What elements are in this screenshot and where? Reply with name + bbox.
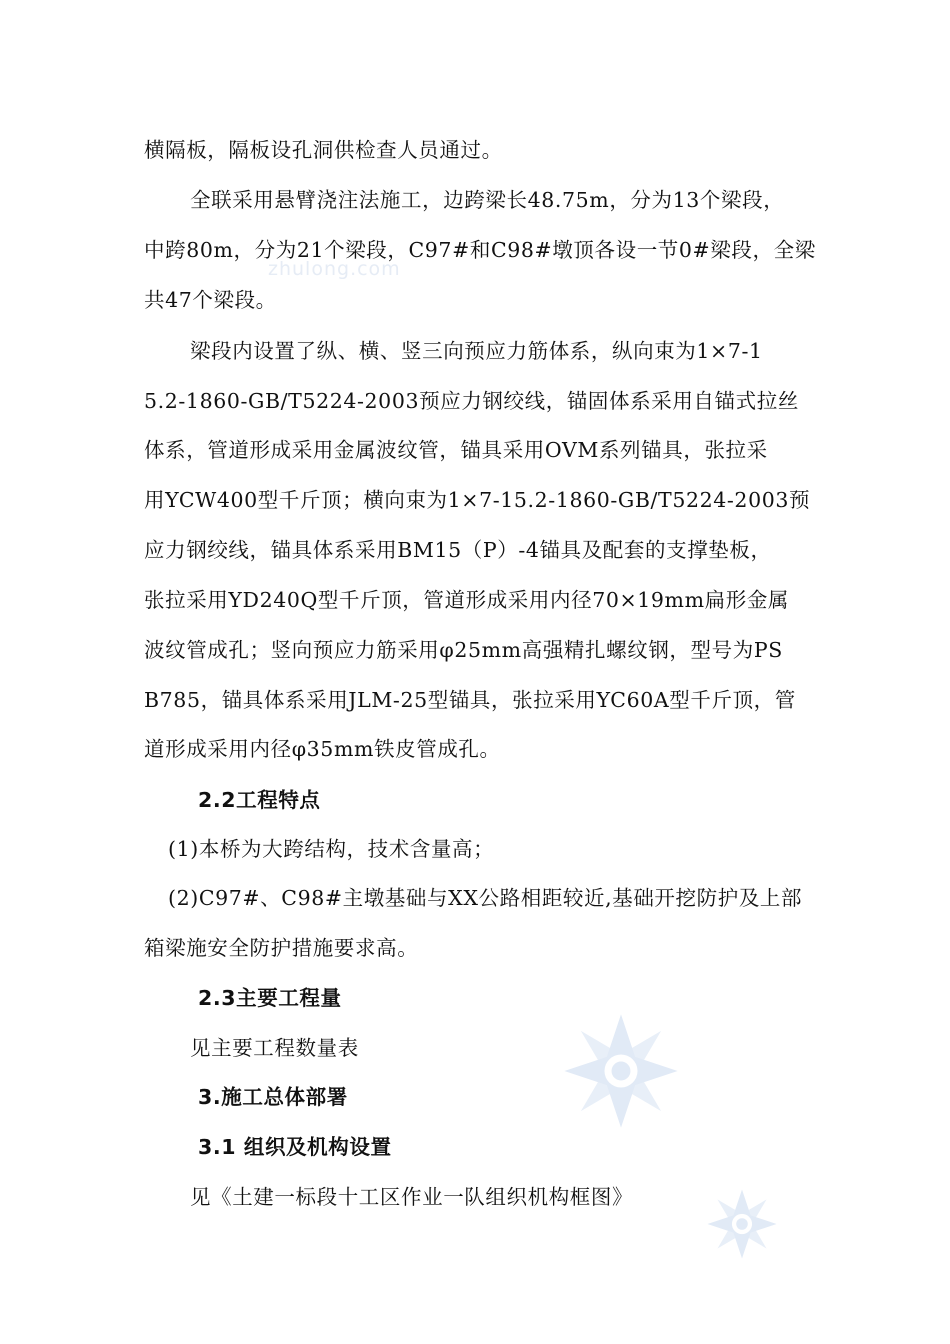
section-heading: 3.1 组织及机构设置 — [198, 1135, 392, 1159]
section-heading: 2.2工程特点 — [198, 788, 321, 812]
paragraph-line: 见主要工程数量表 — [190, 1036, 359, 1060]
snowflake-logo-icon — [562, 1012, 680, 1130]
paragraph-line: 应力钢绞线，锚具体系采用BM15（P）-4锚具及配套的支撑垫板， — [144, 538, 772, 562]
paragraph-line: 道形成采用内径φ35mm铁皮管成孔。 — [144, 737, 501, 761]
snowflake-logo-icon — [706, 1188, 778, 1260]
paragraph-line: 共47个梁段。 — [144, 288, 277, 312]
paragraph-line: 用YCW400型千斤顶；横向束为1×7-15.2-1860-GB/T5224-2003预 — [144, 488, 811, 512]
paragraph-line: 梁段内设置了纵、横、竖三向预应力筋体系，纵向束为1×7-1 — [190, 339, 763, 363]
paragraph-line: 中跨80m，分为21个梁段，C97#和C98#墩顶各设一节0#梁段，全梁 — [144, 238, 816, 262]
paragraph-line: 箱梁施安全防护措施要求高。 — [144, 936, 419, 960]
section-heading: 2.3主要工程量 — [198, 986, 342, 1010]
list-item: (1)本桥为大跨结构，技术含量高； — [168, 837, 495, 861]
paragraph-line: 横隔板，隔板设孔洞供检查人员通过。 — [144, 138, 503, 162]
paragraph-line: B785，锚具体系采用JLM-25型锚具，张拉采用YC60A型千斤顶，管 — [144, 688, 796, 712]
paragraph-line: 体系，管道形成采用金属波纹管，锚具采用OVM系列锚具，张拉采 — [144, 438, 768, 462]
paragraph-line: 5.2-1860-GB/T5224-2003预应力钢绞线，锚固体系采用自锚式拉丝 — [144, 389, 799, 413]
paragraph-line: 见《土建一标段十工区作业一队组织机构框图》 — [190, 1185, 634, 1209]
watermark-text: zhulong.com — [268, 258, 401, 280]
section-heading: 3.施工总体部署 — [198, 1085, 348, 1109]
paragraph-line: 波纹管成孔；竖向预应力筋采用φ25mm高强精扎螺纹钢，型号为PS — [144, 638, 783, 662]
paragraph-line: 全联采用悬臂浇注法施工，边跨梁长48.75m，分为13个梁段， — [190, 188, 785, 212]
paragraph-line: 张拉采用YD240Q型千斤顶，管道形成采用内径70×19mm扁形金属 — [144, 588, 790, 612]
list-item: (2)C97#、C98#主墩基础与XX公路相距较近,基础开挖防护及上部 — [168, 886, 803, 910]
